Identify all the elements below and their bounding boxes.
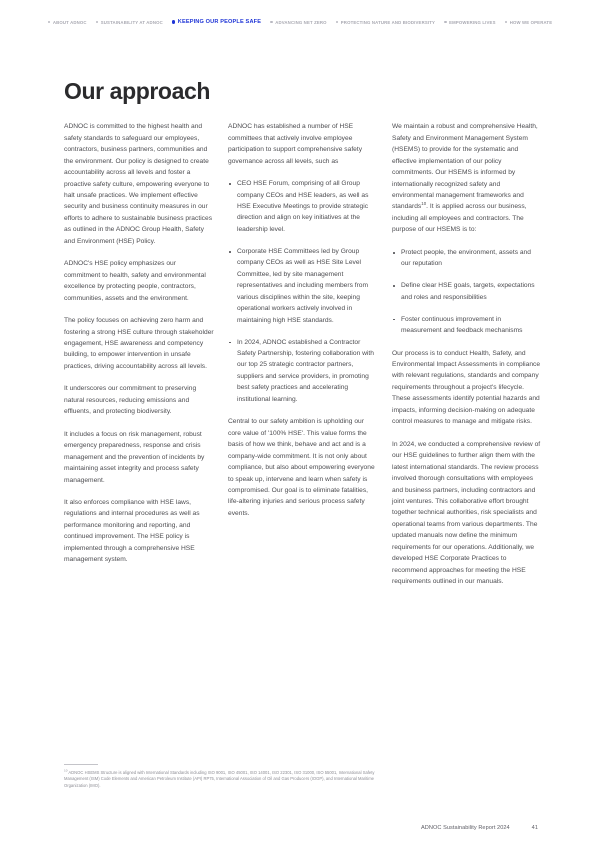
paragraph: The policy focuses on achieving zero harm and fostering a strong HSE culture through stakeholder engagement, HSE awareness and competency building, to empower intervention in unsafe practices, driving accountability across all levels. xyxy=(64,317,214,370)
list-item: CEO HSE Forum, comprising of all Group company CEOs and HSE leaders, as well as HSE Executive Meetings to provide strategic direction and align on key initiatives at the leadership level. xyxy=(228,178,378,235)
paragraph: ADNOC has established a number of HSE committees that actively involve employee participation to support comprehensive safety governance across all levels, such as xyxy=(228,123,363,165)
footnote-section xyxy=(64,764,394,789)
nav-item-how-we-operate[interactable] xyxy=(505,20,553,25)
footnote-marker[interactable]: 10 xyxy=(421,201,427,207)
column-two xyxy=(228,121,378,519)
hse-committees-list xyxy=(228,178,378,405)
nav-item-label: KEEPING OUR PEOPLE SAFE xyxy=(177,19,262,25)
paragraph: In 2024, we conducted a comprehensive review of our HSE guidelines to further align them with the latest international standards. The review process involved thorough consultations with employees and business partners, including contractors and joint ventures. This collaborative effort brought together technical authorities, risk specialists and operational teams from various departments. The updated manuals now define the minimum requirements for our operations. Additionally, we developed HSE Corporate Practices to recommend approaches for meeting the HSE requirements outlined in our manuals. xyxy=(392,440,541,586)
list-item: In 2024, ADNOC established a Contractor Safety Partnership, fostering collaboration with our top 25 strategic contractor partners, suppliers and service providers, in promoting best safety practices and accelerating institutional learning. xyxy=(228,337,378,406)
list-item: Protect people, the environment, assets and our reputation xyxy=(392,247,542,270)
list-item: Foster continuous improvement in measurement and feedback mechanisms xyxy=(392,314,542,337)
column-three xyxy=(392,121,542,587)
hsems-purpose-list xyxy=(392,247,542,337)
nav-item-empowering-lives[interactable] xyxy=(444,20,496,25)
footnote-text xyxy=(64,770,394,790)
paragraph-text-part-two: . It is applied across our business, including all employees and contractors. The purpose of our HSEMS is to: xyxy=(392,203,527,234)
paragraph: It also enforces compliance with HSE laws, regulations and internal procedures as well as performance monitoring and reporting, and continued improvement. The HSE policy is implemented through a comprehensive HSE management system. xyxy=(64,498,200,564)
bullet-dot-icon xyxy=(172,20,175,23)
paragraph-text-part-one: We maintain a robust and comprehensive Health, Safety and Environment Management System (HSEMS) to provide for the systematic and effective implementation of our policy commitments. Our HSEMS is informed by internationally recognized safety and environmental management frameworks and standards xyxy=(392,123,538,211)
nav-item-protecting-nature-and-biodiversity[interactable] xyxy=(336,20,435,25)
paragraph-with-footnote xyxy=(392,121,542,236)
footnote-body: ADNOC HSEMS Structure is aligned with International Standards including ISO 9001, ISO 45001, ISO 14001, ISO 22301, ISO 31000, ISO 55001, International Safety Management (ISM) Code Elements and American Petroleum Institute (API) RP75, International Association of Oil and Gas Producers (IOGP), and International Maritime Organization (IMO). xyxy=(64,769,375,788)
nav-item-label: EMPOWERING LIVES xyxy=(449,19,496,25)
nav-item-advancing-net-zero[interactable] xyxy=(270,20,327,25)
footer-page-number: 41 xyxy=(531,825,538,831)
footer-report-title: ADNOC Sustainability Report 2024 xyxy=(421,825,510,831)
page-footer xyxy=(0,825,600,831)
column-one xyxy=(64,121,214,565)
bullet-dot-icon xyxy=(96,21,99,24)
list-item: Corporate HSE Committees led by Group company CEOs as well as HSE Site Level Committee, led by site management representatives and including members from various disciplines within the site, keeping operational workers actively involved in maintaining high HSE standards. xyxy=(228,246,378,326)
bullet-dot-icon xyxy=(505,21,508,24)
nav-item-about-adnoc[interactable] xyxy=(48,20,87,25)
paragraph: It underscores our commitment to preserving natural resources, reducing emissions and effluents, and protecting biodiversity. xyxy=(64,385,197,416)
top-navigation xyxy=(0,0,600,29)
nav-item-label: ADVANCING NET ZERO xyxy=(275,19,327,25)
paragraph: It includes a focus on risk management, robust emergency preparedness, response and crisis management and the prevention of incidents by maintaining asset integrity and process safety management. xyxy=(64,430,205,484)
list-item: Define clear HSE goals, targets, expectations and roles and responsibilities xyxy=(392,280,542,303)
bullet-dot-icon xyxy=(444,21,447,24)
bullet-dot-icon xyxy=(336,21,339,24)
footnote-number: 10 xyxy=(64,768,68,773)
three-column-layout xyxy=(64,121,541,587)
nav-item-label: ABOUT ADNOC xyxy=(52,19,87,25)
paragraph: Central to our safety ambition is upholding our core value of '100% HSE'. This value forms the basis of how we think, behave and act and is a company-wide commitment. It is not only about compliance, but also about empowering everyone to speak up, intervene and learn when safety is compromised. Our goal is to eliminate fatalities, life-altering injuries and serious process safety events. xyxy=(228,418,375,517)
nav-item-sustainability-at-adnoc[interactable] xyxy=(96,20,163,25)
paragraph: ADNOC is committed to the highest health and safety standards to safeguard our employees, contractors, business partners, communities and the environment. Our policy is designed to create accountability across all levels and foster a proactive safety culture, empowering everyone to halt unsafe practices. We implement effective security and business continuity measures in our efforts to adhere to sustainable business practices as outlined in the ADNOC Group Health, Safety and Environment (HSE) Policy. xyxy=(64,123,213,245)
nav-item-label: PROTECTING NATURE AND BIODIVERSITY xyxy=(340,19,436,25)
paragraph: Our process is to conduct Health, Safety, and Environmental Impact Assessments in compliance with relevant regulations, standards and company requirements throughout a project's lifecycle. These assessments identify potential hazards and impacts, informing decision-making on adequate control measures to manage and mitigate risks. xyxy=(392,349,541,426)
nav-item-label: SUSTAINABILITY AT ADNOC xyxy=(100,19,163,25)
nav-item-keeping-our-people-safe[interactable] xyxy=(172,19,261,25)
page-content xyxy=(0,79,600,588)
nav-item-label: HOW WE OPERATE xyxy=(509,19,553,25)
bullet-dot-icon xyxy=(270,21,273,24)
footnote-divider xyxy=(64,764,98,765)
paragraph: ADNOC's HSE policy emphasizes our commitment to health, safety and environmental excellence by protecting people, contractors, communities, assets and the environment. xyxy=(64,260,206,302)
bullet-dot-icon xyxy=(48,21,51,24)
page-title: Our approach xyxy=(64,78,211,104)
